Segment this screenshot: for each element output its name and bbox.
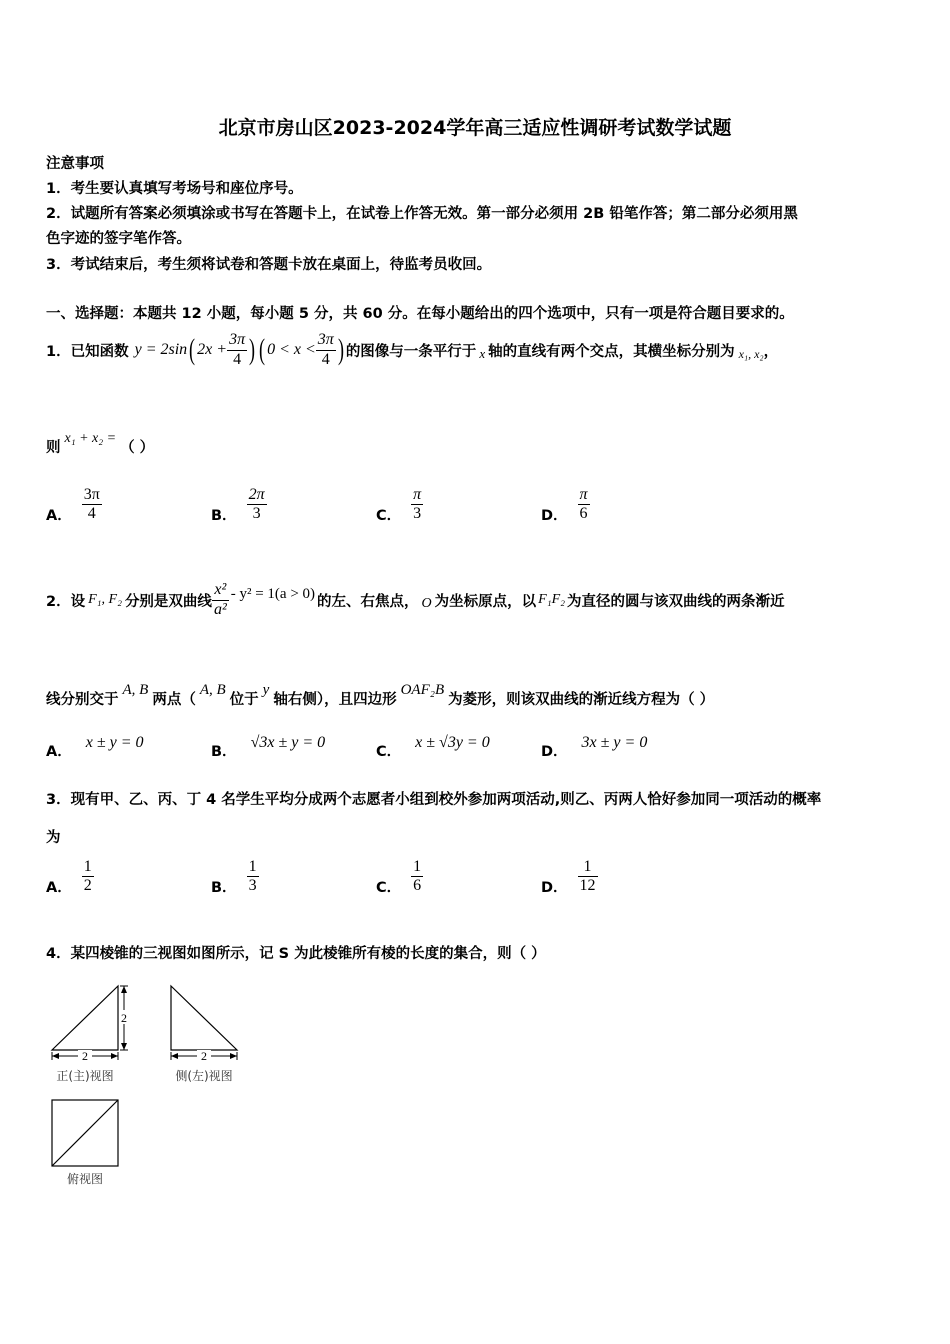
arrow-up-icon [121, 986, 127, 993]
option-label: D． [541, 508, 568, 525]
paren-close: ) [337, 333, 344, 366]
q1-inner: 2x + [197, 341, 228, 358]
option-fraction [578, 486, 590, 524]
option-label: B． [211, 508, 237, 525]
question-3-line-2: 为 [46, 830, 61, 846]
option-fraction [411, 486, 423, 524]
q2-origin: O [421, 596, 432, 611]
q2-ab: A, B [122, 681, 149, 698]
option-b[interactable] [211, 486, 267, 524]
section-heading: 一、选择题：本题共 12 小题，每小题 5 分，共 60 分。在每小题给出的四个选项中，只有一项是符合题目要求的。 [46, 306, 794, 322]
q1-prefix: 1．已知函数 [46, 343, 129, 360]
option-fraction [247, 486, 267, 524]
notice-item: 1．考生要认真填写考场号和座位序号。 [46, 181, 303, 197]
option-label: A． [46, 508, 72, 525]
option-b[interactable] [211, 732, 326, 760]
q1-suffix: 轴的直线有两个交点，其横坐标分别为 [488, 343, 735, 360]
frac-num: π [411, 486, 423, 505]
option-label: B． [211, 744, 237, 760]
q1-domain-fraction [316, 331, 336, 369]
question-1-line-1 [46, 328, 778, 372]
frac-num: x² [212, 581, 229, 600]
option-d[interactable] [541, 732, 648, 760]
q1-domain: 0 < x < [267, 341, 316, 358]
option-a[interactable] [46, 486, 102, 524]
option-b[interactable] [211, 858, 259, 896]
q1-blank: （ ） [120, 440, 155, 456]
option-expr: 3x ± y = 0 [581, 733, 648, 751]
arrow-right-icon [230, 1053, 237, 1059]
three-view-figure [44, 980, 254, 1190]
option-c[interactable] [376, 732, 490, 760]
q1-sum: x₁ + x₂ = [64, 430, 117, 446]
q1-vars: x₁, x₂ [738, 346, 764, 361]
option-fraction [247, 858, 259, 896]
notice-heading: 注意事项 [46, 156, 104, 172]
frac-den: 3 [248, 877, 257, 895]
question-2-line-1 [46, 572, 785, 628]
arrow-left-icon [171, 1053, 178, 1059]
q2-ab2: A, B [199, 681, 226, 698]
option-label: C． [376, 508, 402, 525]
option-d[interactable] [541, 858, 598, 896]
q1-comma: ， [763, 343, 779, 360]
frac-num: 1 [578, 858, 598, 877]
front-width-label: 2 [82, 1049, 88, 1063]
page-title: 北京市房山区2023-2024学年高三适应性调研考试数学试题 [218, 117, 732, 139]
frac-num: 1 [82, 858, 94, 877]
option-c[interactable] [376, 858, 423, 896]
frac-den: 2 [83, 877, 92, 895]
frac-den: 6 [413, 877, 422, 895]
q2-hyperbola-fraction [212, 581, 229, 619]
q2-t4: 为直径的圆与该双曲线的两条渐近 [567, 593, 785, 610]
option-label: B． [211, 880, 237, 897]
question-4-text: 4．某四棱锥的三视图如图所示，记 S 为此棱锥所有棱的长度的集合，则（ ） [46, 946, 546, 962]
arrow-left-icon [52, 1053, 59, 1059]
q1-line2-prefix: 则 [46, 440, 61, 456]
frac-num: 3π [82, 486, 102, 505]
front-view-triangle [52, 986, 118, 1050]
q2-t3: 为坐标原点，以 [434, 593, 537, 610]
option-fraction [82, 486, 102, 524]
q2-hyperbola-rest: - y² = 1(a > 0) [230, 585, 316, 602]
q2-line2-e: 为菱形，则该双曲线的渐近线方程为（ ） [448, 691, 715, 708]
frac-num: 2π [247, 486, 267, 505]
q1-fraction [227, 331, 247, 369]
q1-domain-frac-num: 3π [316, 331, 336, 350]
q2-line2-c: 位于 [229, 691, 259, 708]
option-c[interactable] [376, 486, 423, 524]
notice-item: 色字迹的签字笔作答。 [46, 231, 191, 247]
q2-yaxis: y [262, 681, 270, 698]
frac-num: π [578, 486, 590, 505]
q2-foci: F₁, F₂ [88, 592, 122, 607]
option-a[interactable] [46, 858, 94, 896]
frac-den: 12 [579, 877, 596, 895]
option-fraction [411, 858, 423, 896]
q2-prefix: 2．设 [46, 593, 86, 610]
frac-den: 3 [252, 505, 261, 523]
option-fraction [82, 858, 94, 896]
q1-frac-den: 4 [233, 350, 242, 368]
q1-frac-num: 3π [227, 331, 247, 350]
paren-close: ) [249, 333, 256, 366]
option-label: D． [541, 880, 568, 897]
option-a[interactable] [46, 732, 144, 760]
side-width-label: 2 [201, 1049, 207, 1063]
notice-item: 3．考试结束后，考生须将试卷和答题卡放在桌面上，待监考员收回。 [46, 257, 492, 273]
side-view-triangle [171, 986, 237, 1050]
q1-func: y = 2sin [134, 341, 188, 358]
q2-line2-a: 线分别交于 [46, 691, 119, 708]
front-view-label: 正(主)视图 [56, 1069, 114, 1083]
option-expr: x ± y = 0 [85, 733, 144, 751]
arrow-down-icon [121, 1043, 127, 1050]
paren-open: ( [259, 333, 266, 366]
frac-den: 6 [579, 505, 588, 523]
frac-num: 1 [411, 858, 423, 877]
option-expr: x ± √3y = 0 [415, 733, 490, 751]
question-2-line-2 [46, 672, 714, 708]
q1-axis: x [479, 346, 486, 361]
frac-den: 3 [413, 505, 422, 523]
option-label: C． [376, 744, 402, 760]
q2-t2: 的左、右焦点， [317, 593, 419, 610]
option-d[interactable] [541, 486, 590, 524]
notice-item: 2．试题所有答案必须填涂或书写在答题卡上，在试卷上作答无效。第一部分必须用 2B 铅笔作答；第二部分必须用黑 [46, 206, 798, 222]
frac-den: 4 [87, 505, 96, 523]
q1-middle: 的图像与一条平行于 [345, 343, 477, 360]
option-fraction [578, 858, 598, 896]
question-3-line-1: 3．现有甲、乙、丙、丁 4 名学生平均分成两个志愿者小组到校外参加两项活动,则乙、丙两人恰好参加同一项活动的概率 [46, 792, 822, 808]
option-label: C． [376, 880, 402, 897]
q2-line2-b: 两点（ [152, 691, 196, 708]
option-label: A． [46, 880, 72, 897]
top-view-label: 俯视图 [66, 1172, 104, 1186]
frac-num: 1 [247, 858, 259, 877]
q1-domain-frac-den: 4 [321, 350, 330, 368]
q2-quad: OAF₂B [400, 681, 445, 698]
option-expr: √3x ± y = 0 [250, 733, 326, 751]
frac-den: a² [213, 600, 227, 618]
top-view-diagonal [52, 1100, 118, 1166]
paren-open: ( [189, 333, 196, 366]
arrow-right-icon [111, 1053, 118, 1059]
q2-f1f2: F₁F₂ [538, 592, 566, 607]
q2-line2-d: 轴右侧），且四边形 [273, 691, 397, 708]
q2-t1: 分别是双曲线 [124, 593, 212, 610]
option-label: A． [46, 744, 72, 760]
side-view-label: 侧(左)视图 [175, 1069, 233, 1083]
question-1-line-2 [46, 428, 155, 456]
front-height-label: 2 [121, 1011, 127, 1025]
option-label: D． [541, 744, 568, 760]
